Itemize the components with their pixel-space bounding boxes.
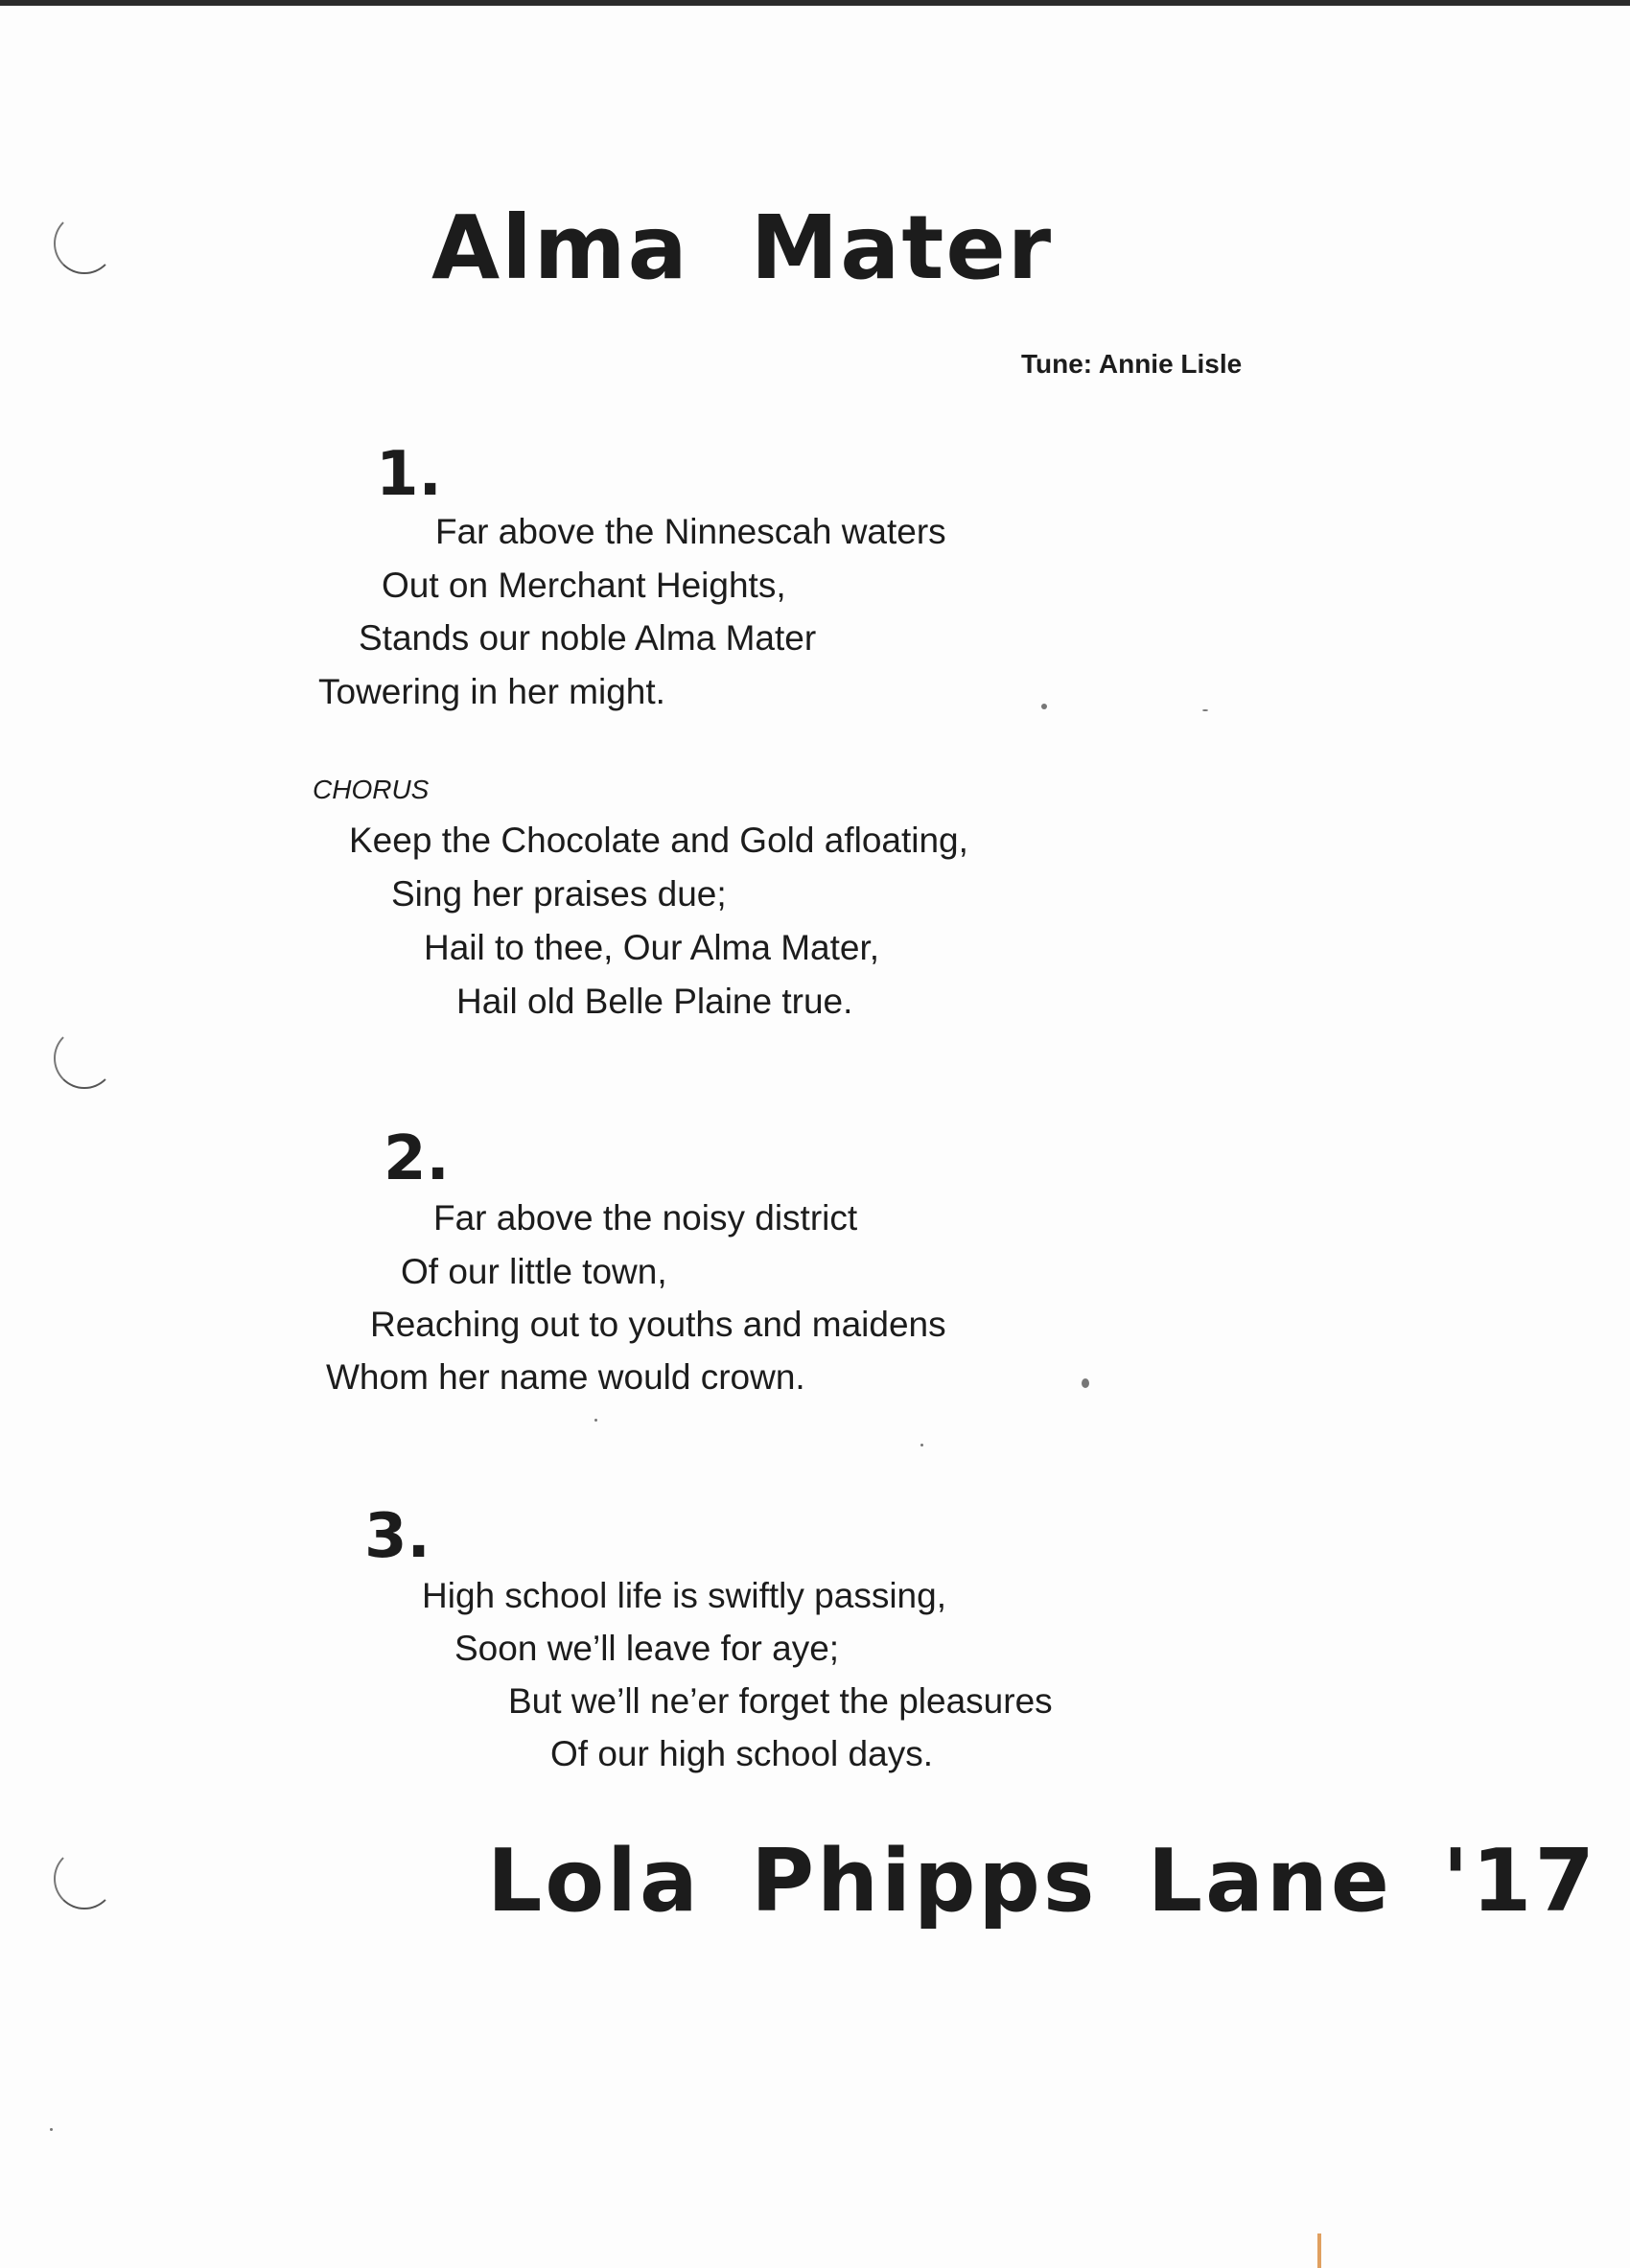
binder-hole-middle bbox=[54, 1028, 115, 1089]
verse-3-line-1: High school life is swiftly passing, bbox=[422, 1576, 946, 1615]
verse-3-line-2: Soon we’ll leave for aye; bbox=[454, 1629, 840, 1668]
verse-3-number: 3. bbox=[364, 1501, 431, 1572]
scan-speck bbox=[920, 1444, 923, 1446]
scan-speck bbox=[1202, 709, 1208, 711]
chorus-line-2: Sing her praises due; bbox=[391, 874, 727, 914]
binder-hole-bottom bbox=[54, 1848, 115, 1909]
verse-2-line-3: Reaching out to youths and maidens bbox=[370, 1305, 946, 1344]
verse-2-number: 2. bbox=[384, 1123, 450, 1194]
verse-1-number: 1. bbox=[376, 439, 442, 510]
verse-2-line-4: Whom her name would crown. bbox=[326, 1357, 805, 1397]
verse-2-line-2: Of our little town, bbox=[401, 1252, 667, 1291]
scan-speck bbox=[594, 1419, 597, 1422]
verse-1-line-4: Towering in her might. bbox=[318, 672, 665, 711]
verse-1-line-2: Out on Merchant Heights, bbox=[382, 566, 786, 605]
tune-credit: Tune: Annie Lisle bbox=[1021, 349, 1243, 379]
verse-3-line-3: But we’ll ne’er forget the pleasures bbox=[508, 1681, 1053, 1721]
verse-2-line-1: Far above the noisy district bbox=[433, 1198, 858, 1238]
binder-hole-top bbox=[54, 213, 115, 274]
verse-1-line-3: Stands our noble Alma Mater bbox=[359, 618, 817, 658]
song-title: Alma Mater bbox=[431, 197, 1054, 299]
scan-top-edge bbox=[0, 0, 1630, 6]
chorus-line-3: Hail to thee, Our Alma Mater, bbox=[424, 928, 880, 967]
scan-speck bbox=[50, 2128, 53, 2131]
chorus-line-1: Keep the Chocolate and Gold afloating, bbox=[349, 821, 968, 860]
verse-3-line-4: Of our high school days. bbox=[550, 1734, 933, 1773]
author-signature: Lola Phipps Lane '17 bbox=[487, 1831, 1598, 1932]
scan-orange-mark bbox=[1317, 2233, 1321, 2268]
chorus-label: CHORUS bbox=[313, 775, 430, 804]
scan-speck bbox=[1082, 1378, 1089, 1388]
verse-1-line-1: Far above the Ninnescah waters bbox=[435, 512, 946, 551]
chorus-line-4: Hail old Belle Plaine true. bbox=[456, 982, 853, 1021]
scan-speck bbox=[1041, 704, 1047, 709]
